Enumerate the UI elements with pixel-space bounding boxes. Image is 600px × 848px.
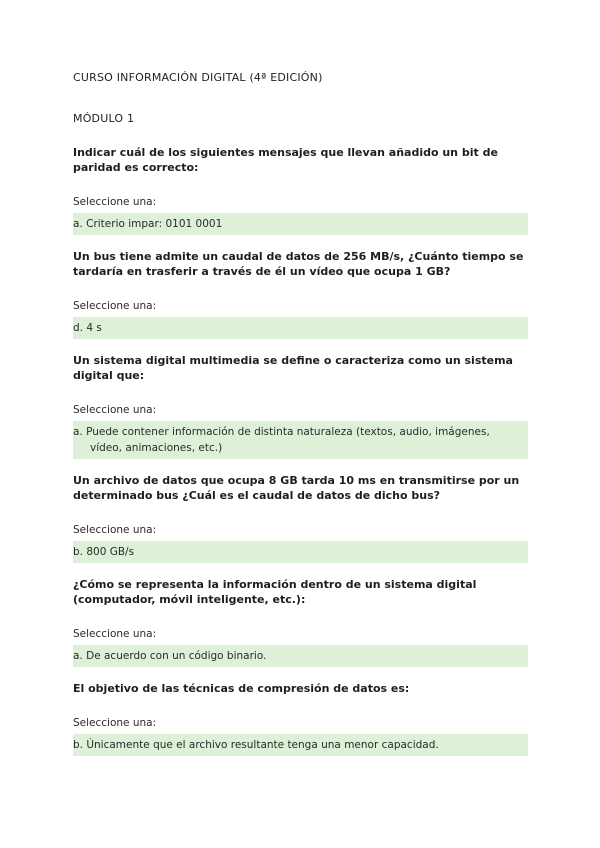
answer-text: a. Puede contener información de distinta naturaleza (textos, audio, imágenes, xyxy=(73,426,490,438)
question-block xyxy=(73,473,528,563)
selected-answer xyxy=(73,213,528,235)
question-prompt: Seleccione una: xyxy=(73,404,157,416)
answer-text-continued: vídeo, animaciones, etc.) xyxy=(90,442,223,454)
selected-answer xyxy=(73,541,528,563)
question-block xyxy=(73,353,528,459)
course-title: CURSO INFORMACIÓN DIGITAL (4ª EDICIÓN) xyxy=(73,71,323,84)
question-text: Indicar cuál de los siguientes mensajes que llevan añadido un bit de paridad es correcto: xyxy=(73,146,498,174)
question-text: El objetivo de las técnicas de compresión de datos es: xyxy=(73,682,410,695)
question-prompt: Seleccione una: xyxy=(73,628,157,640)
document-page xyxy=(73,70,528,770)
answer-text: d. 4 s xyxy=(73,322,102,334)
question-text: Un sistema digital multimedia se define o caracteriza como un sistema digital que: xyxy=(73,354,513,382)
question-text: ¿Cómo se representa la información dentro de un sistema digital (computador, móvil inteligente, etc.): xyxy=(73,578,477,606)
answer-text: b. 800 GB/s xyxy=(73,546,135,558)
selected-answer xyxy=(73,734,528,756)
selected-answer xyxy=(73,317,528,339)
question-block xyxy=(73,681,528,756)
question-prompt: Seleccione una: xyxy=(73,300,157,312)
question-prompt: Seleccione una: xyxy=(73,524,157,536)
module-title: MÓDULO 1 xyxy=(73,112,135,125)
question-block xyxy=(73,249,528,339)
question-block xyxy=(73,577,528,667)
answer-text: b. Únicamente que el archivo resultante tenga una menor capacidad. xyxy=(73,739,439,751)
answer-text: a. De acuerdo con un código binario. xyxy=(73,650,267,662)
question-text: Un archivo de datos que ocupa 8 GB tarda 10 ms en transmitirse por un determinado bus ¿Cuál es el caudal de datos de dicho bus? xyxy=(73,474,520,502)
question-prompt: Seleccione una: xyxy=(73,196,157,208)
question-block xyxy=(73,145,528,235)
question-prompt: Seleccione una: xyxy=(73,717,157,729)
question-text: Un bus tiene admite un caudal de datos de 256 MB/s, ¿Cuánto tiempo se tardaría en trasferir a través de él un vídeo que ocupa 1 GB? xyxy=(73,250,524,278)
selected-answer xyxy=(73,421,528,459)
selected-answer xyxy=(73,645,528,667)
answer-text: a. Criterio impar: 0101 0001 xyxy=(73,218,223,230)
